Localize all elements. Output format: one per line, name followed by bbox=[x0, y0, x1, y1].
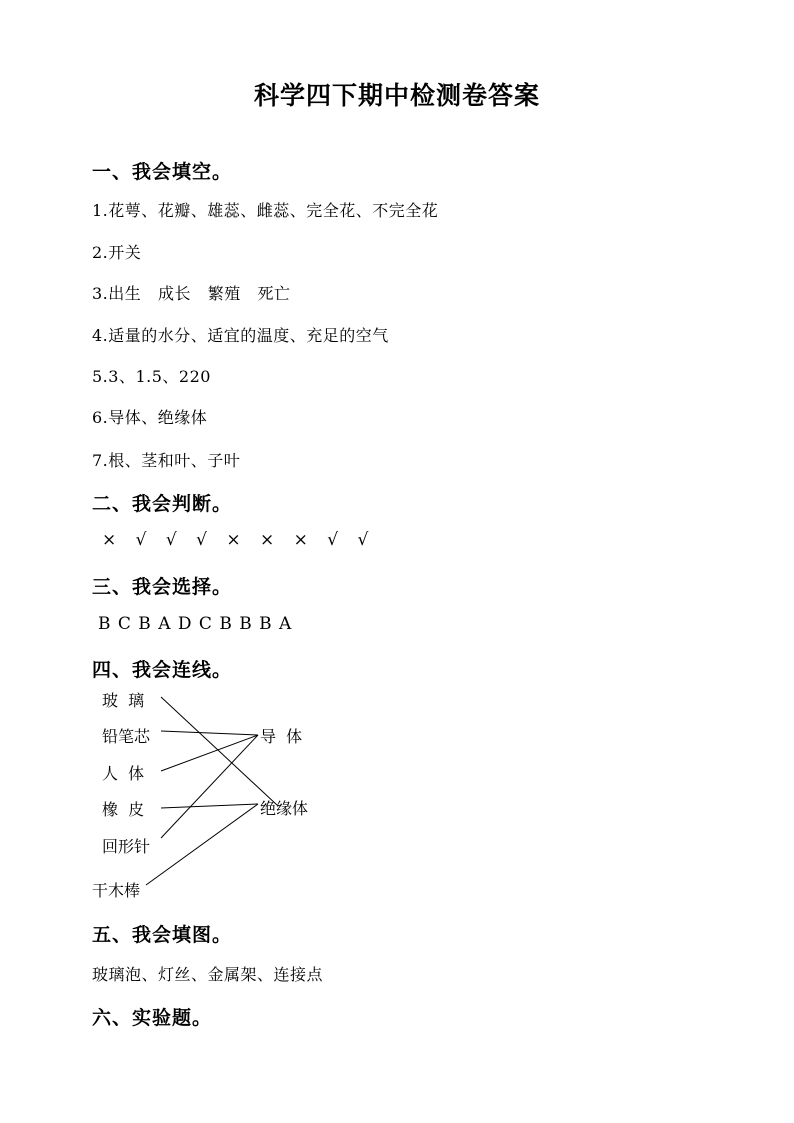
choice-answers: B C B A D C B B B A bbox=[98, 614, 293, 634]
match-line-glass bbox=[161, 697, 277, 805]
match-left-dry-wood: 干木棒 bbox=[92, 881, 141, 900]
match-line-human-body bbox=[161, 735, 258, 771]
section-5-heading: 五、我会填图。 bbox=[92, 924, 233, 946]
section-2-heading: 二、我会判断。 bbox=[92, 493, 233, 515]
match-line-pencil-lead bbox=[161, 731, 258, 735]
match-right-conductor: 导 体 bbox=[260, 727, 303, 746]
diagram-answer: 玻璃泡、灯丝、金属架、连接点 bbox=[92, 965, 324, 984]
match-right-insulator: 绝缘体 bbox=[260, 799, 309, 818]
match-left-human-body: 人 体 bbox=[102, 764, 145, 783]
fill-answer-4: 4.适量的水分、适宜的温度、充足的空气 bbox=[92, 326, 389, 345]
match-line-dry-wood bbox=[146, 804, 258, 885]
fill-answer-6: 6.导体、绝缘体 bbox=[92, 408, 208, 427]
section-1-heading: 一、我会填空。 bbox=[92, 161, 233, 183]
match-line-eraser bbox=[161, 804, 258, 808]
judgement-answers: × √ √ √ × × × √ √ bbox=[102, 530, 371, 550]
match-left-pencil-lead: 铅笔芯 bbox=[102, 727, 151, 746]
fill-answer-3: 3.出生 成长 繁殖 死亡 bbox=[92, 284, 291, 303]
section-4-heading: 四、我会连线。 bbox=[92, 659, 233, 681]
fill-answer-5: 5.3、1.5、220 bbox=[92, 367, 211, 386]
match-left-eraser: 橡 皮 bbox=[102, 800, 145, 819]
fill-answer-2: 2.开关 bbox=[92, 243, 142, 262]
match-line-paperclip bbox=[161, 735, 258, 838]
fill-answer-1: 1.花萼、花瓣、雄蕊、雌蕊、完全花、不完全花 bbox=[92, 201, 439, 220]
page-title: 科学四下期中检测卷答案 bbox=[253, 81, 540, 110]
match-left-glass: 玻 璃 bbox=[102, 691, 145, 710]
section-6-heading: 六、实验题。 bbox=[92, 1007, 213, 1029]
fill-answer-7: 7.根、茎和叶、子叶 bbox=[92, 451, 241, 470]
section-3-heading: 三、我会选择。 bbox=[92, 576, 233, 598]
match-left-paperclip: 回形针 bbox=[102, 837, 151, 856]
